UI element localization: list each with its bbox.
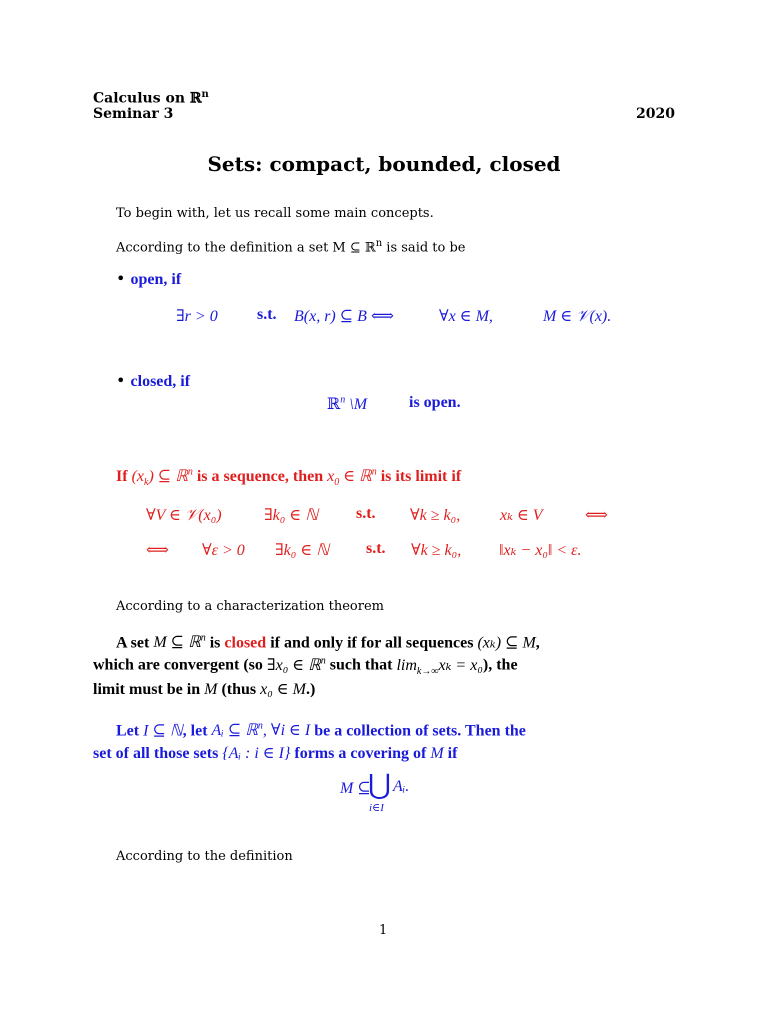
characterization-theorem: A set M ⊆ ℝ$^n$ is closed if and only if for all sequences (xₖ) ⊆ M, which are convergent (so ∃x₀ ∈ ℝ$^n$ such that $\lim_{k\to\infty}x_k = x_0$), the limit must be in M (thus x₀ ∈ M.) (93, 633, 540, 698)
open-definition-label: • open, if (116, 269, 182, 288)
covering-definition: Let I ⊆ ℕ, let Aᵢ ⊆ ℝ$^n$, ∀i ∈ I be a collection of sets. Then the set of all those sets {Aᵢ : i ∈ I} forms a covering of M if (93, 721, 526, 763)
course-title: Calculus on ℝ$^n$ (93, 89, 209, 107)
seminar-label: Seminar 3 (93, 106, 174, 122)
characterization-intro: According to a characterization theorem (116, 599, 384, 614)
limit-formula-row-1: ∀V ∈ 𝒱(x₀) ∃k₀ ∈ ℕ s.t. ∀k ≥ k₀, xₖ ∈ V ⟺ (146, 505, 608, 524)
covering-formula: M ⊆ ⋃ Aᵢ. i∈I (340, 768, 410, 814)
page-title: Sets: compact, bounded, closed (207, 152, 561, 176)
definition-intro-2: According to the definition (116, 849, 293, 864)
limit-formula-row-2: ⟺ ∀ε > 0 ∃k₀ ∈ ℕ s.t. ∀k ≥ k₀, ‖xₖ − x₀‖ < ε. (146, 540, 582, 559)
page-number: 1 (379, 923, 388, 938)
limit-definition-heading: If $(x_k)$ ⊆ ℝ$^n$ is a sequence, then $x_0$ ∈ ℝ$^n$ is its limit if (116, 466, 462, 489)
definition-intro: According to the definition a set M ⊆ ℝ$^n$ is said to be (116, 238, 466, 256)
year-label: 2020 (636, 106, 675, 122)
intro-text: To begin with, let us recall some main concepts. (116, 206, 434, 221)
closed-definition-label: • closed, if (116, 371, 191, 390)
